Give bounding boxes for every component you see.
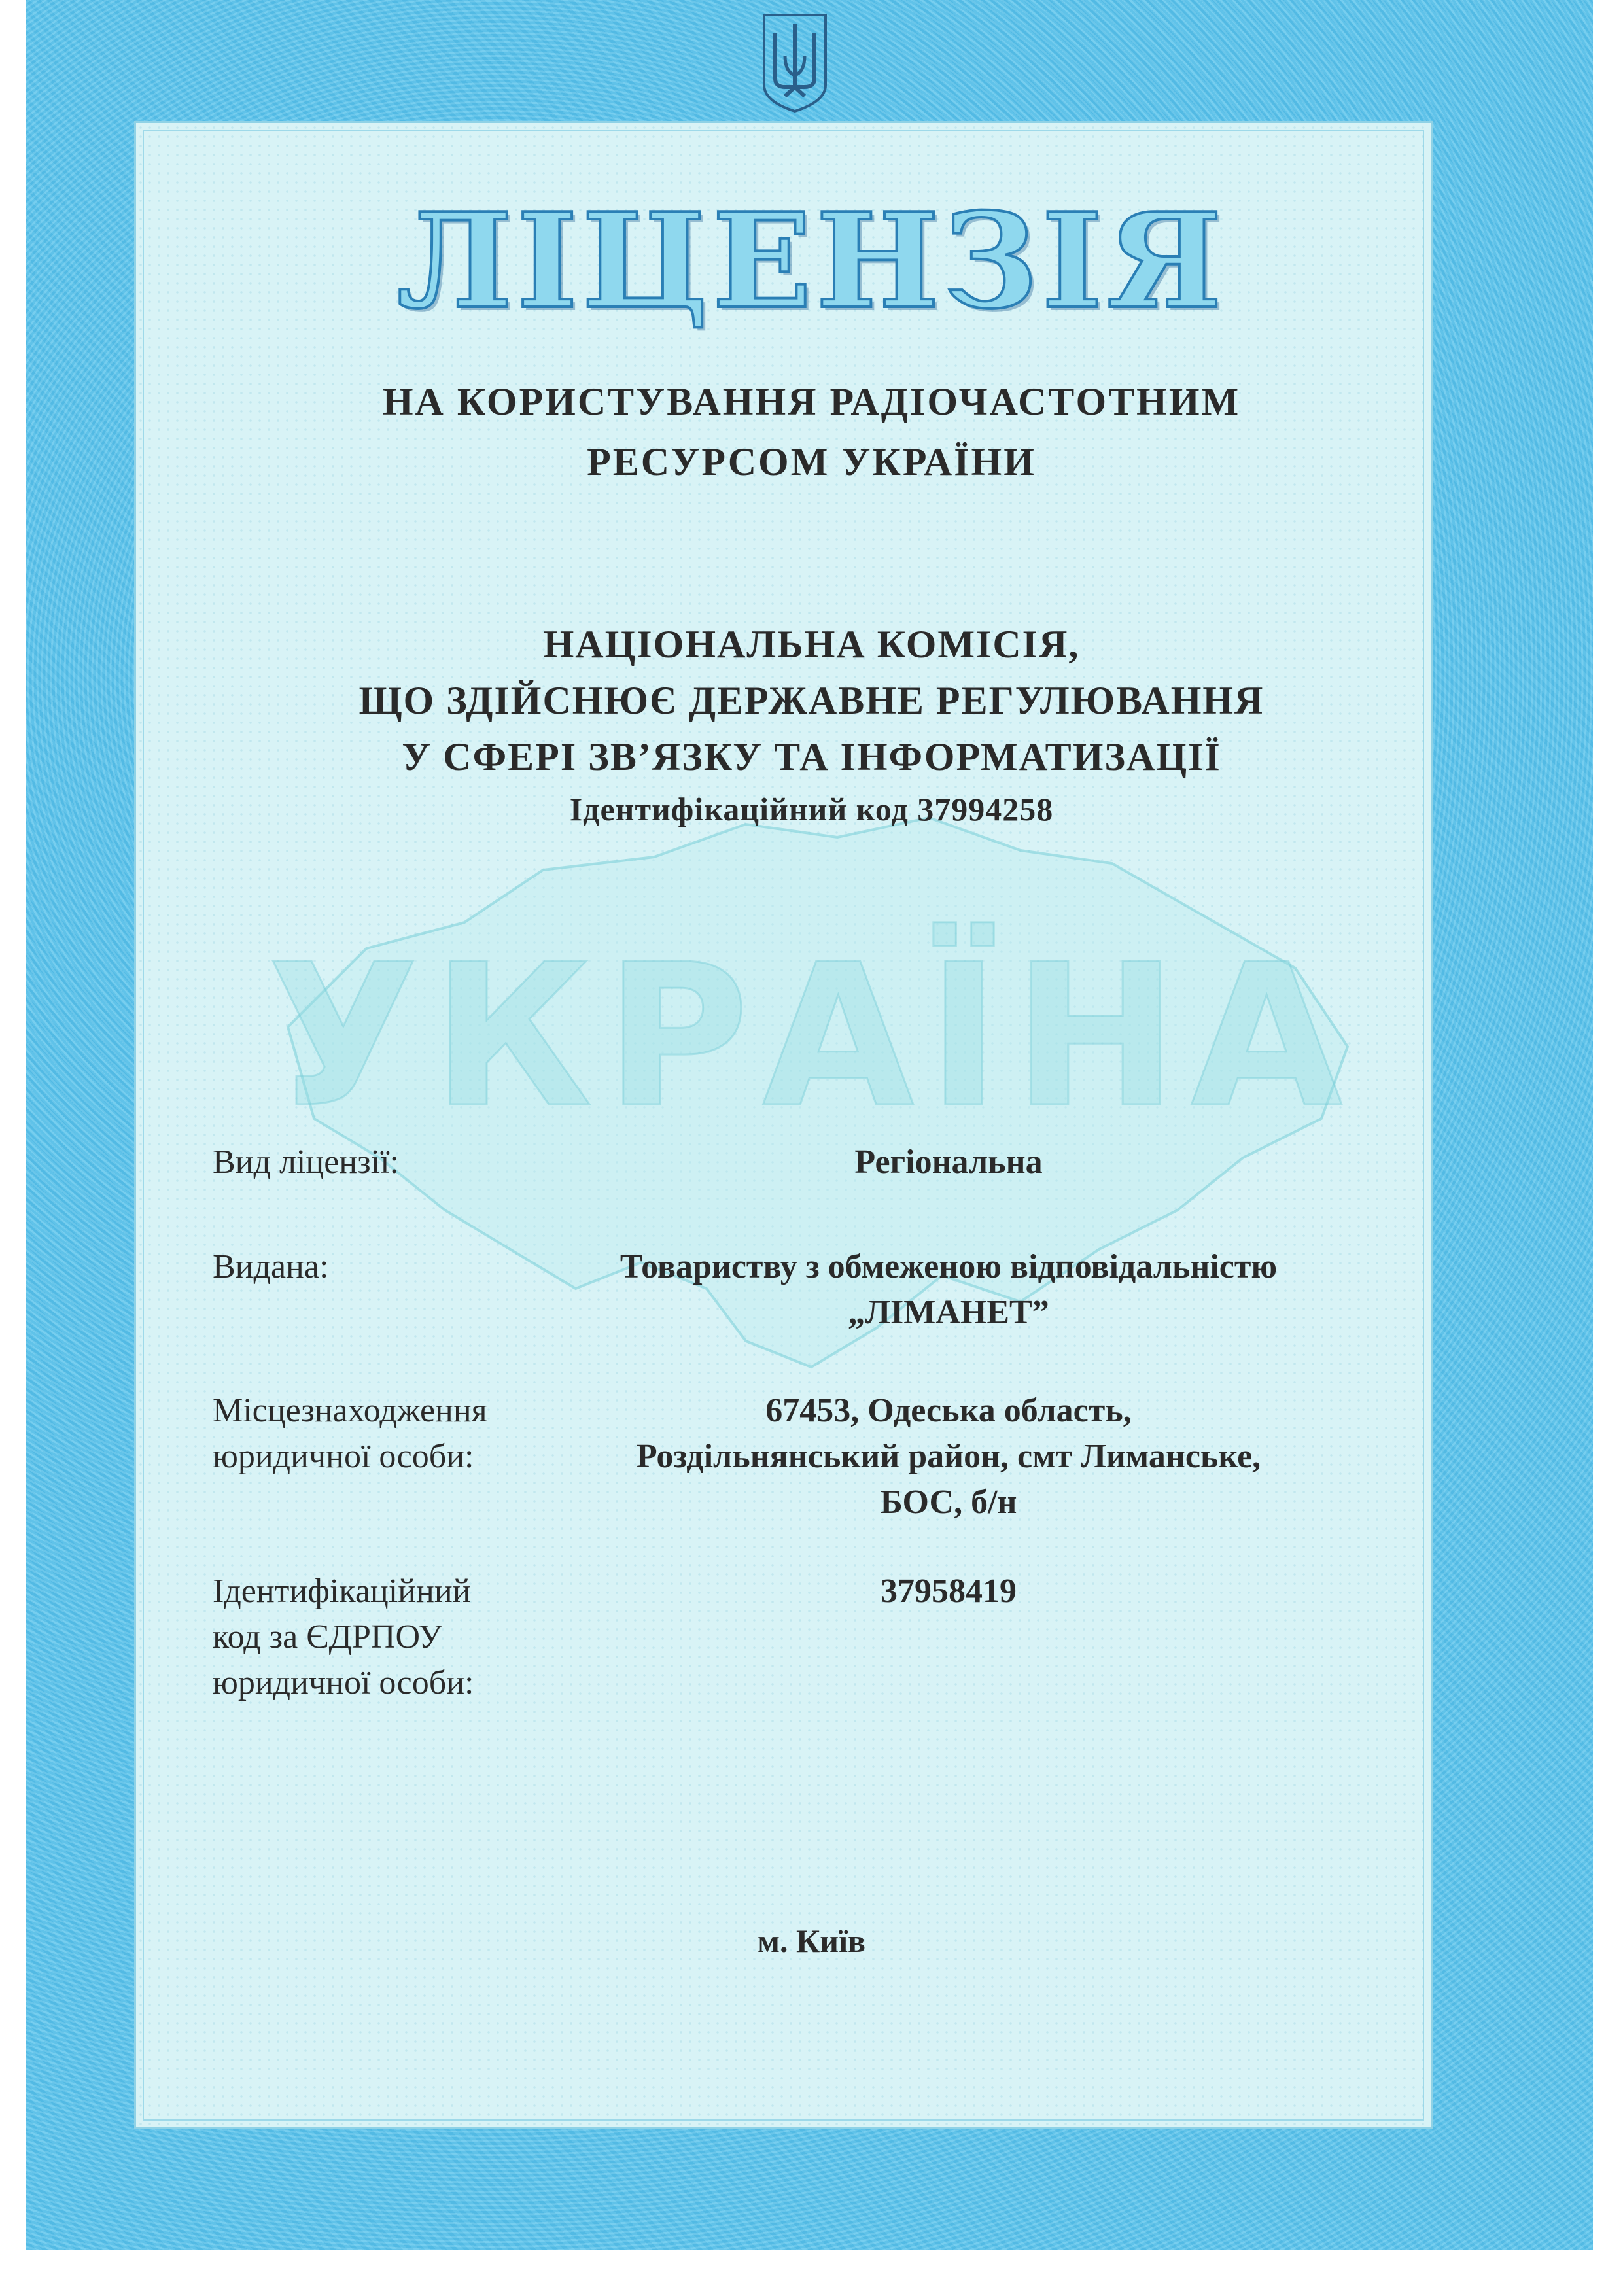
subtitle-line: НА КОРИСТУВАННЯ РАДІОЧАСТОТНИМ: [382, 380, 1241, 423]
value-line: Регіональна: [854, 1143, 1043, 1181]
authority-id-code: Ідентифікаційний код 37994258: [569, 791, 1054, 827]
authority-line: ЩО ЗДІЙСНЮЄ ДЕРЖАВНЕ РЕГУЛЮВАННЯ: [358, 679, 1265, 722]
value-line: 67453, Одеська область,: [765, 1392, 1132, 1429]
issuing-authority: [0, 616, 1623, 785]
value-line: БОС, б/н: [880, 1484, 1017, 1521]
value-line: 37958419: [881, 1573, 1017, 1610]
watermark-ukraine: УКРАЇНА: [267, 922, 1356, 1151]
field-value-issued-to: [484, 1244, 1413, 1336]
issue-city: м. Київ: [757, 1922, 865, 1959]
label-line: код за ЄДРПОУ: [213, 1618, 442, 1656]
value-line: Роздільнянський район, смт Лиманське,: [636, 1438, 1261, 1475]
field-value-edrpou: [484, 1569, 1413, 1614]
trident-emblem-icon: [759, 10, 831, 114]
field-label-issued-to: [213, 1244, 328, 1290]
value-line: „ЛІМАНЕТ”: [848, 1294, 1049, 1331]
label-line: юридичної особи:: [213, 1438, 474, 1475]
authority-line: НАЦІОНАЛЬНА КОМІСІЯ,: [543, 623, 1080, 666]
field-value-license-type: [484, 1139, 1413, 1185]
field-label-edrpou: [213, 1569, 474, 1706]
label-line: Місцезнаходження: [213, 1392, 487, 1429]
field-label-location: [213, 1388, 487, 1480]
subtitle-line: РЕСУРСОМ УКРАЇНИ: [587, 440, 1036, 483]
document-title: ЛІЦЕНЗІЯ: [396, 184, 1227, 338]
value-line: Товариству з обмеженою відповідальністю: [620, 1248, 1278, 1285]
field-value-location: [484, 1388, 1413, 1525]
field-label-license-type: [213, 1139, 399, 1185]
authority-line: У СФЕРІ ЗВ’ЯЗКУ ТА ІНФОРМАТИЗАЦІЇ: [402, 735, 1221, 778]
subtitle: [0, 372, 1623, 492]
label-line: Видана:: [213, 1248, 329, 1285]
label-line: юридичної особи:: [213, 1664, 474, 1701]
label-line: Вид ліцензії:: [213, 1143, 399, 1181]
label-line: Ідентифікаційний: [213, 1573, 471, 1610]
